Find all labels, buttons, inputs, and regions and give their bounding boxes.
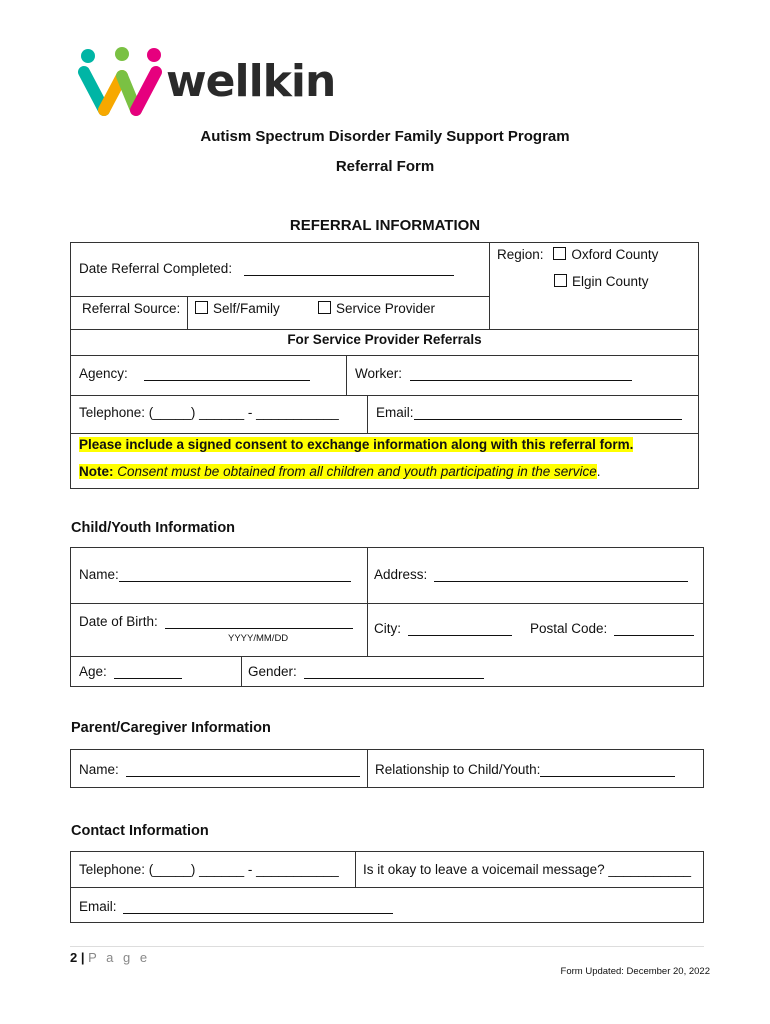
sp-email-line[interactable]: [414, 405, 682, 420]
child-address-line[interactable]: [434, 567, 688, 582]
referral-source-label: Referral Source:: [82, 301, 181, 316]
elgin-county-checkbox[interactable]: [554, 274, 567, 287]
relationship-line[interactable]: [540, 762, 675, 777]
dob-format-hint: YYYY/MM/DD: [228, 633, 289, 644]
child-dob-line[interactable]: [165, 614, 353, 629]
child-age-field[interactable]: Age:: [79, 664, 182, 679]
date-referral-line[interactable]: [244, 261, 454, 276]
agency-line[interactable]: [144, 366, 310, 381]
sp-email-field[interactable]: Email:: [376, 405, 682, 420]
source-service-provider: Service Provider: [318, 301, 435, 316]
contact-email-field[interactable]: Email:: [79, 899, 393, 914]
child-address-field[interactable]: Address:: [374, 567, 688, 582]
source-self-family: Self/Family: [195, 301, 280, 316]
consent-notice: Please include a signed consent to exchange information along with this referral form.: [79, 437, 634, 452]
relationship-field[interactable]: Relationship to Child/Youth:: [375, 762, 675, 777]
voicemail-field[interactable]: Is it okay to leave a voicemail message? ___________: [363, 862, 691, 877]
contact-telephone-field[interactable]: Telephone: (_____) ______ - ___________: [79, 862, 339, 877]
child-gender-field[interactable]: Gender:: [248, 664, 484, 679]
service-provider-checkbox[interactable]: [318, 301, 331, 314]
child-gender-line[interactable]: [304, 664, 484, 679]
date-referral-field[interactable]: Date Referral Completed:: [79, 261, 454, 276]
contact-email-line[interactable]: [123, 899, 393, 914]
form-title: Autism Spectrum Disorder Family Support Program: [200, 128, 570, 145]
region-elgin: Elgin County: [554, 274, 649, 289]
child-name-field[interactable]: Name:: [79, 567, 351, 582]
wellkin-logo-mark-icon: [78, 46, 168, 116]
child-city-line[interactable]: [408, 621, 512, 636]
parent-name-line[interactable]: [126, 762, 360, 777]
worker-field[interactable]: Worker:: [355, 366, 632, 381]
sp-telephone-field[interactable]: Telephone: (_____) ______ - ___________: [79, 405, 339, 420]
region-field: Region: Oxford County: [497, 247, 659, 262]
service-provider-heading: For Service Provider Referrals: [287, 332, 482, 347]
parent-name-field[interactable]: Name:: [79, 762, 360, 777]
child-youth-heading: Child/Youth Information: [71, 520, 236, 536]
self-family-checkbox[interactable]: [195, 301, 208, 314]
form-subtitle: Referral Form: [335, 158, 435, 175]
child-postal-line[interactable]: [614, 621, 694, 636]
child-city-field[interactable]: City:: [374, 621, 512, 636]
section-referral-information: REFERRAL INFORMATION: [289, 217, 481, 234]
child-postal-field[interactable]: Postal Code:: [530, 621, 694, 636]
page-number: 2 | P a g e: [70, 950, 151, 965]
worker-line[interactable]: [410, 366, 632, 381]
oxford-county-checkbox[interactable]: [553, 247, 566, 260]
parent-caregiver-heading: Parent/Caregiver Information: [71, 720, 271, 736]
wellkin-wordmark: wellkin: [166, 56, 336, 107]
child-dob-field[interactable]: Date of Birth:: [79, 614, 353, 629]
consent-note: Note: Consent must be obtained from all children and youth participating in the service.: [79, 464, 601, 479]
child-name-line[interactable]: [119, 567, 351, 582]
contact-heading: Contact Information: [71, 823, 209, 839]
child-age-line[interactable]: [114, 664, 182, 679]
form-updated-date: Form Updated: December 20, 2022: [560, 966, 710, 977]
agency-field[interactable]: Agency:: [79, 366, 310, 381]
